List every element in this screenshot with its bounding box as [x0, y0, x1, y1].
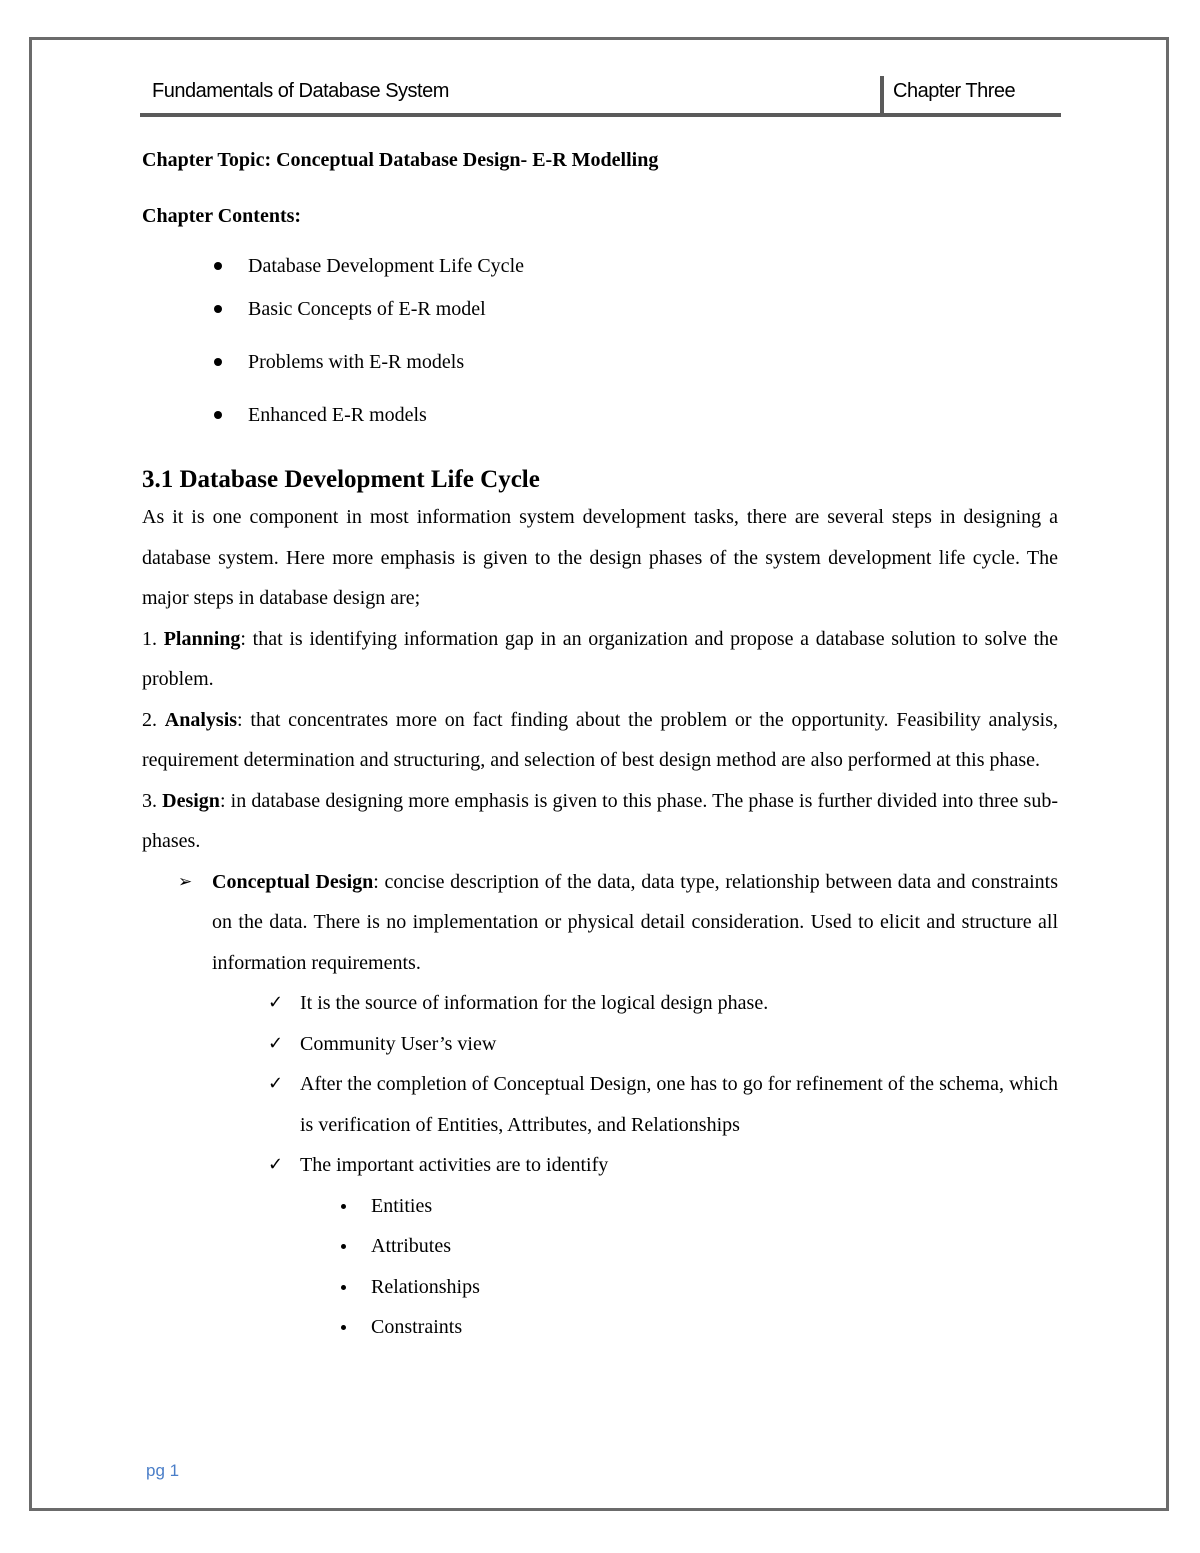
- activity-text: Constraints: [371, 1316, 463, 1338]
- activity-text: Entities: [371, 1194, 433, 1217]
- bullet-icon: [214, 358, 222, 366]
- step-term: Planning: [163, 627, 241, 650]
- activity-item: [142, 1307, 1058, 1348]
- check-item-text: Community User’s view: [300, 1032, 497, 1055]
- page-number: pg 1: [146, 1461, 180, 1480]
- list-item: [142, 291, 1058, 327]
- step-text: : that is identifying information gap in an organization and propose a database solution to solve the problem.: [142, 627, 1059, 690]
- small-bullet-icon: [341, 1285, 346, 1290]
- check-item-text: It is the source of information for the logical design phase.: [300, 992, 769, 1014]
- header-divider: [880, 76, 884, 114]
- check-mark-icon: ✓: [268, 1154, 284, 1175]
- activity-item: [142, 1267, 1058, 1308]
- header-title: Fundamentals of Database System: [152, 80, 449, 102]
- arrow-bullet-icon: ➢: [178, 871, 193, 892]
- check-item-text: After the completion of Conceptual Design, one has to go for refinement of the schema, which is verification of Entities, Attributes, and Relationships: [300, 1073, 1058, 1136]
- check-item: [142, 1064, 1058, 1145]
- step-analysis: [142, 700, 1058, 781]
- list-item-text: Database Development Life Cycle: [248, 255, 524, 277]
- subphase-term: Conceptual Design: [212, 870, 374, 893]
- small-bullet-icon: [341, 1204, 346, 1209]
- step-term: Design: [162, 789, 220, 812]
- activity-item: [142, 1186, 1058, 1227]
- activity-item: [142, 1226, 1058, 1267]
- bullet-icon: [214, 411, 222, 419]
- header-rule: [140, 113, 1061, 117]
- check-item-text: The important activities are to identify: [300, 1154, 609, 1176]
- bullet-icon: [214, 262, 222, 270]
- chapter-contents-title: Chapter Contents:: [142, 205, 302, 227]
- step-number: 2.: [142, 708, 165, 731]
- page-header: [140, 76, 1061, 116]
- list-item: [142, 397, 1058, 433]
- chapter-topic: Chapter Topic: Conceptual Database Design- E-R Modelling: [142, 149, 659, 171]
- subphase-text: : concise description of the data, data type, relationship between data and constraints on the data. There is no implementation or physical detail consideration. Used to elicit and structure all information requirements.: [212, 870, 1058, 974]
- header-chapter: Chapter Three: [893, 80, 1016, 102]
- check-mark-icon: ✓: [268, 992, 284, 1013]
- list-item-text: Problems with E-R models: [248, 351, 465, 373]
- step-design: [142, 781, 1058, 862]
- check-list: [142, 983, 1058, 1186]
- small-bullet-icon: [341, 1244, 346, 1249]
- chapter-contents-list: [142, 248, 1058, 433]
- section-heading: 3.1 Database Development Life Cycle: [142, 466, 540, 493]
- section-intro: As it is one component in most information system development tasks, there are several steps in designing a database system. Here more emphasis is given to the design phases of the system development life cycle. The major steps in database design are;: [142, 506, 1058, 609]
- list-item: [142, 248, 1058, 284]
- conceptual-design-item: [142, 862, 1058, 984]
- check-mark-icon: ✓: [268, 1032, 284, 1054]
- step-planning: [142, 619, 1058, 700]
- bullet-icon: [214, 305, 222, 313]
- activity-text: Attributes: [371, 1235, 451, 1257]
- check-item: [142, 983, 1058, 1024]
- check-item: [142, 1024, 1058, 1065]
- check-item: [142, 1145, 1058, 1186]
- list-item-text: Enhanced E-R models: [248, 404, 427, 426]
- activities-list: [142, 1186, 1058, 1348]
- step-text: : in database designing more emphasis is given to this phase. The phase is further divided into three sub-phases.: [142, 789, 1058, 852]
- small-bullet-icon: [341, 1325, 346, 1330]
- list-item: [142, 344, 1058, 380]
- activity-text: Relationships: [371, 1275, 480, 1298]
- list-item-text: Basic Concepts of E-R model: [248, 298, 486, 320]
- step-term: Analysis: [164, 708, 238, 731]
- step-number: 1.: [142, 627, 164, 650]
- step-number: 3.: [142, 789, 163, 812]
- check-mark-icon: ✓: [268, 1073, 284, 1094]
- document-body: [142, 142, 1058, 1348]
- step-text: : that concentrates more on fact finding about the problem or the opportunity. Feasibility analysis, requirement determination and structuring, and selection of best design method are also performed at this phase.: [142, 708, 1058, 771]
